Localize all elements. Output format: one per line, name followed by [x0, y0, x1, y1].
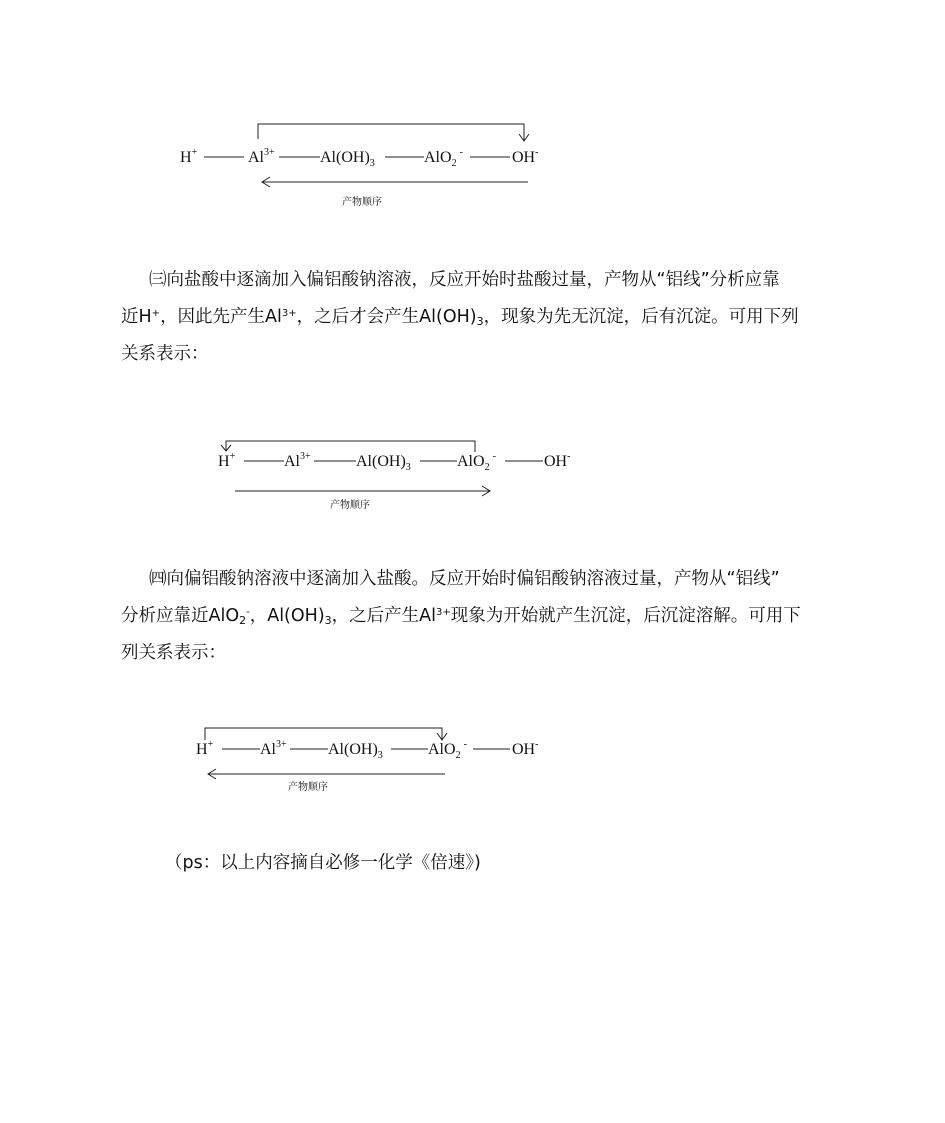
- paragraph-4-line-3: 列关系表示：: [121, 643, 226, 663]
- diagram-1-alo: AlO: [424, 149, 452, 166]
- diagram-3-oh-sup: -: [535, 739, 539, 750]
- svg-text:Al(OH)3: [356, 453, 411, 473]
- paragraph-4: [121, 561, 831, 672]
- svg-text:Al3+: [284, 451, 311, 470]
- paragraph-3-line-3: 关系表示：: [121, 344, 209, 364]
- svg-text:H+: [180, 147, 198, 166]
- paragraph-3: [121, 262, 831, 373]
- diagram-2-caption: 产物顺序: [330, 500, 370, 511]
- svg-text:AlO2-: [457, 451, 496, 473]
- diagram-3: [190, 718, 570, 806]
- diagram-2-oh: OH: [544, 453, 568, 470]
- diagram-2-aloh: Al(OH): [356, 453, 406, 470]
- diagram-2-h-sup: +: [229, 451, 236, 462]
- diagram-1-h-sup: +: [191, 147, 198, 158]
- diagram-3-alo-sub: 2: [455, 750, 461, 761]
- diagram-2-aloh-sub: 3: [405, 462, 411, 473]
- svg-text:AlO2-: [424, 147, 463, 169]
- diagram-1-oh: OH: [512, 149, 536, 166]
- paragraph-3-line-2: 近H+，因此先产生$Al^{3+}$，之后才会产生$Al(OH)_3$，现象为先无沉淀，后有沉淀。可用下列: [121, 307, 799, 328]
- diagram-1-al-sup: 3+: [264, 147, 275, 158]
- diagram-3-al-sup: 3+: [276, 739, 287, 750]
- diagram-1: [170, 112, 570, 216]
- paragraph-4-line-2: 分析应靠近AlO$_2$-，$Al(OH)_3$，之后产生$Al^{3+}$现象为开始就产生沉淀，后沉淀溶解。可用下: [121, 606, 801, 627]
- diagram-2-alo-sub: 2: [484, 462, 490, 473]
- diagram-3-oh: OH: [512, 741, 536, 758]
- diagram-2-oh-sup: -: [567, 451, 571, 462]
- diagram-1-alo-sub: 2: [451, 158, 457, 169]
- diagram-3-bracket: [205, 728, 442, 740]
- svg-text:AlO2-: [428, 739, 467, 761]
- paragraph-3-line-1: ㈢向盐酸中逐滴加入偏铝酸钠溶液，反应开始时盐酸过量，产物从“铝线”分析应靠: [149, 270, 780, 290]
- svg-text:Al3+: [260, 739, 287, 758]
- diagram-2-al: Al: [284, 453, 300, 470]
- diagram-2-alo-sup: -: [492, 451, 496, 462]
- diagram-3-aloh: Al(OH): [328, 741, 378, 758]
- paragraph-4-line-1: ㈣向偏铝酸钠溶液中逐滴加入盐酸。反应开始时偏铝酸钠溶液过量，产物从“铝线”: [149, 569, 780, 589]
- diagram-3-h: H: [196, 741, 208, 758]
- diagram-2-al-sup: 3+: [300, 451, 311, 462]
- source-note: （ps：以上内容摘自必修一化学《倍速》): [165, 853, 481, 873]
- svg-text:H+: [218, 451, 236, 470]
- diagram-1-alo-sup: -: [459, 147, 463, 158]
- diagram-2-h: H: [218, 453, 230, 470]
- diagram-3-al: Al: [260, 741, 276, 758]
- diagram-3-h-sup: +: [207, 739, 214, 750]
- svg-text:Al(OH)3: [320, 149, 375, 169]
- diagram-3-aloh-sub: 3: [377, 750, 383, 761]
- diagram-1-al: Al: [248, 149, 264, 166]
- diagram-1-bracket: [258, 124, 524, 140]
- diagram-3-alo: AlO: [428, 741, 456, 758]
- diagram-1-caption: 产物顺序: [342, 197, 382, 208]
- diagram-3-alo-sup: -: [463, 739, 467, 750]
- diagram-1-oh-sup: -: [535, 147, 539, 158]
- svg-text:H+: [196, 739, 214, 758]
- svg-text:OH-: [512, 147, 538, 166]
- svg-text:Al(OH)3: [328, 741, 383, 761]
- diagram-2-alo: AlO: [457, 453, 485, 470]
- diagram-3-caption: 产物顺序: [288, 782, 328, 793]
- diagram-2-bracket: [226, 441, 475, 452]
- diagram-1-aloh: Al(OH): [320, 149, 370, 166]
- diagram-1-h: H: [180, 149, 192, 166]
- diagram-2: [210, 430, 590, 520]
- diagram-1-aloh-sub: 3: [369, 158, 375, 169]
- svg-text:OH-: [512, 739, 538, 758]
- svg-text:OH-: [544, 451, 570, 470]
- svg-text:Al3+: [248, 147, 275, 166]
